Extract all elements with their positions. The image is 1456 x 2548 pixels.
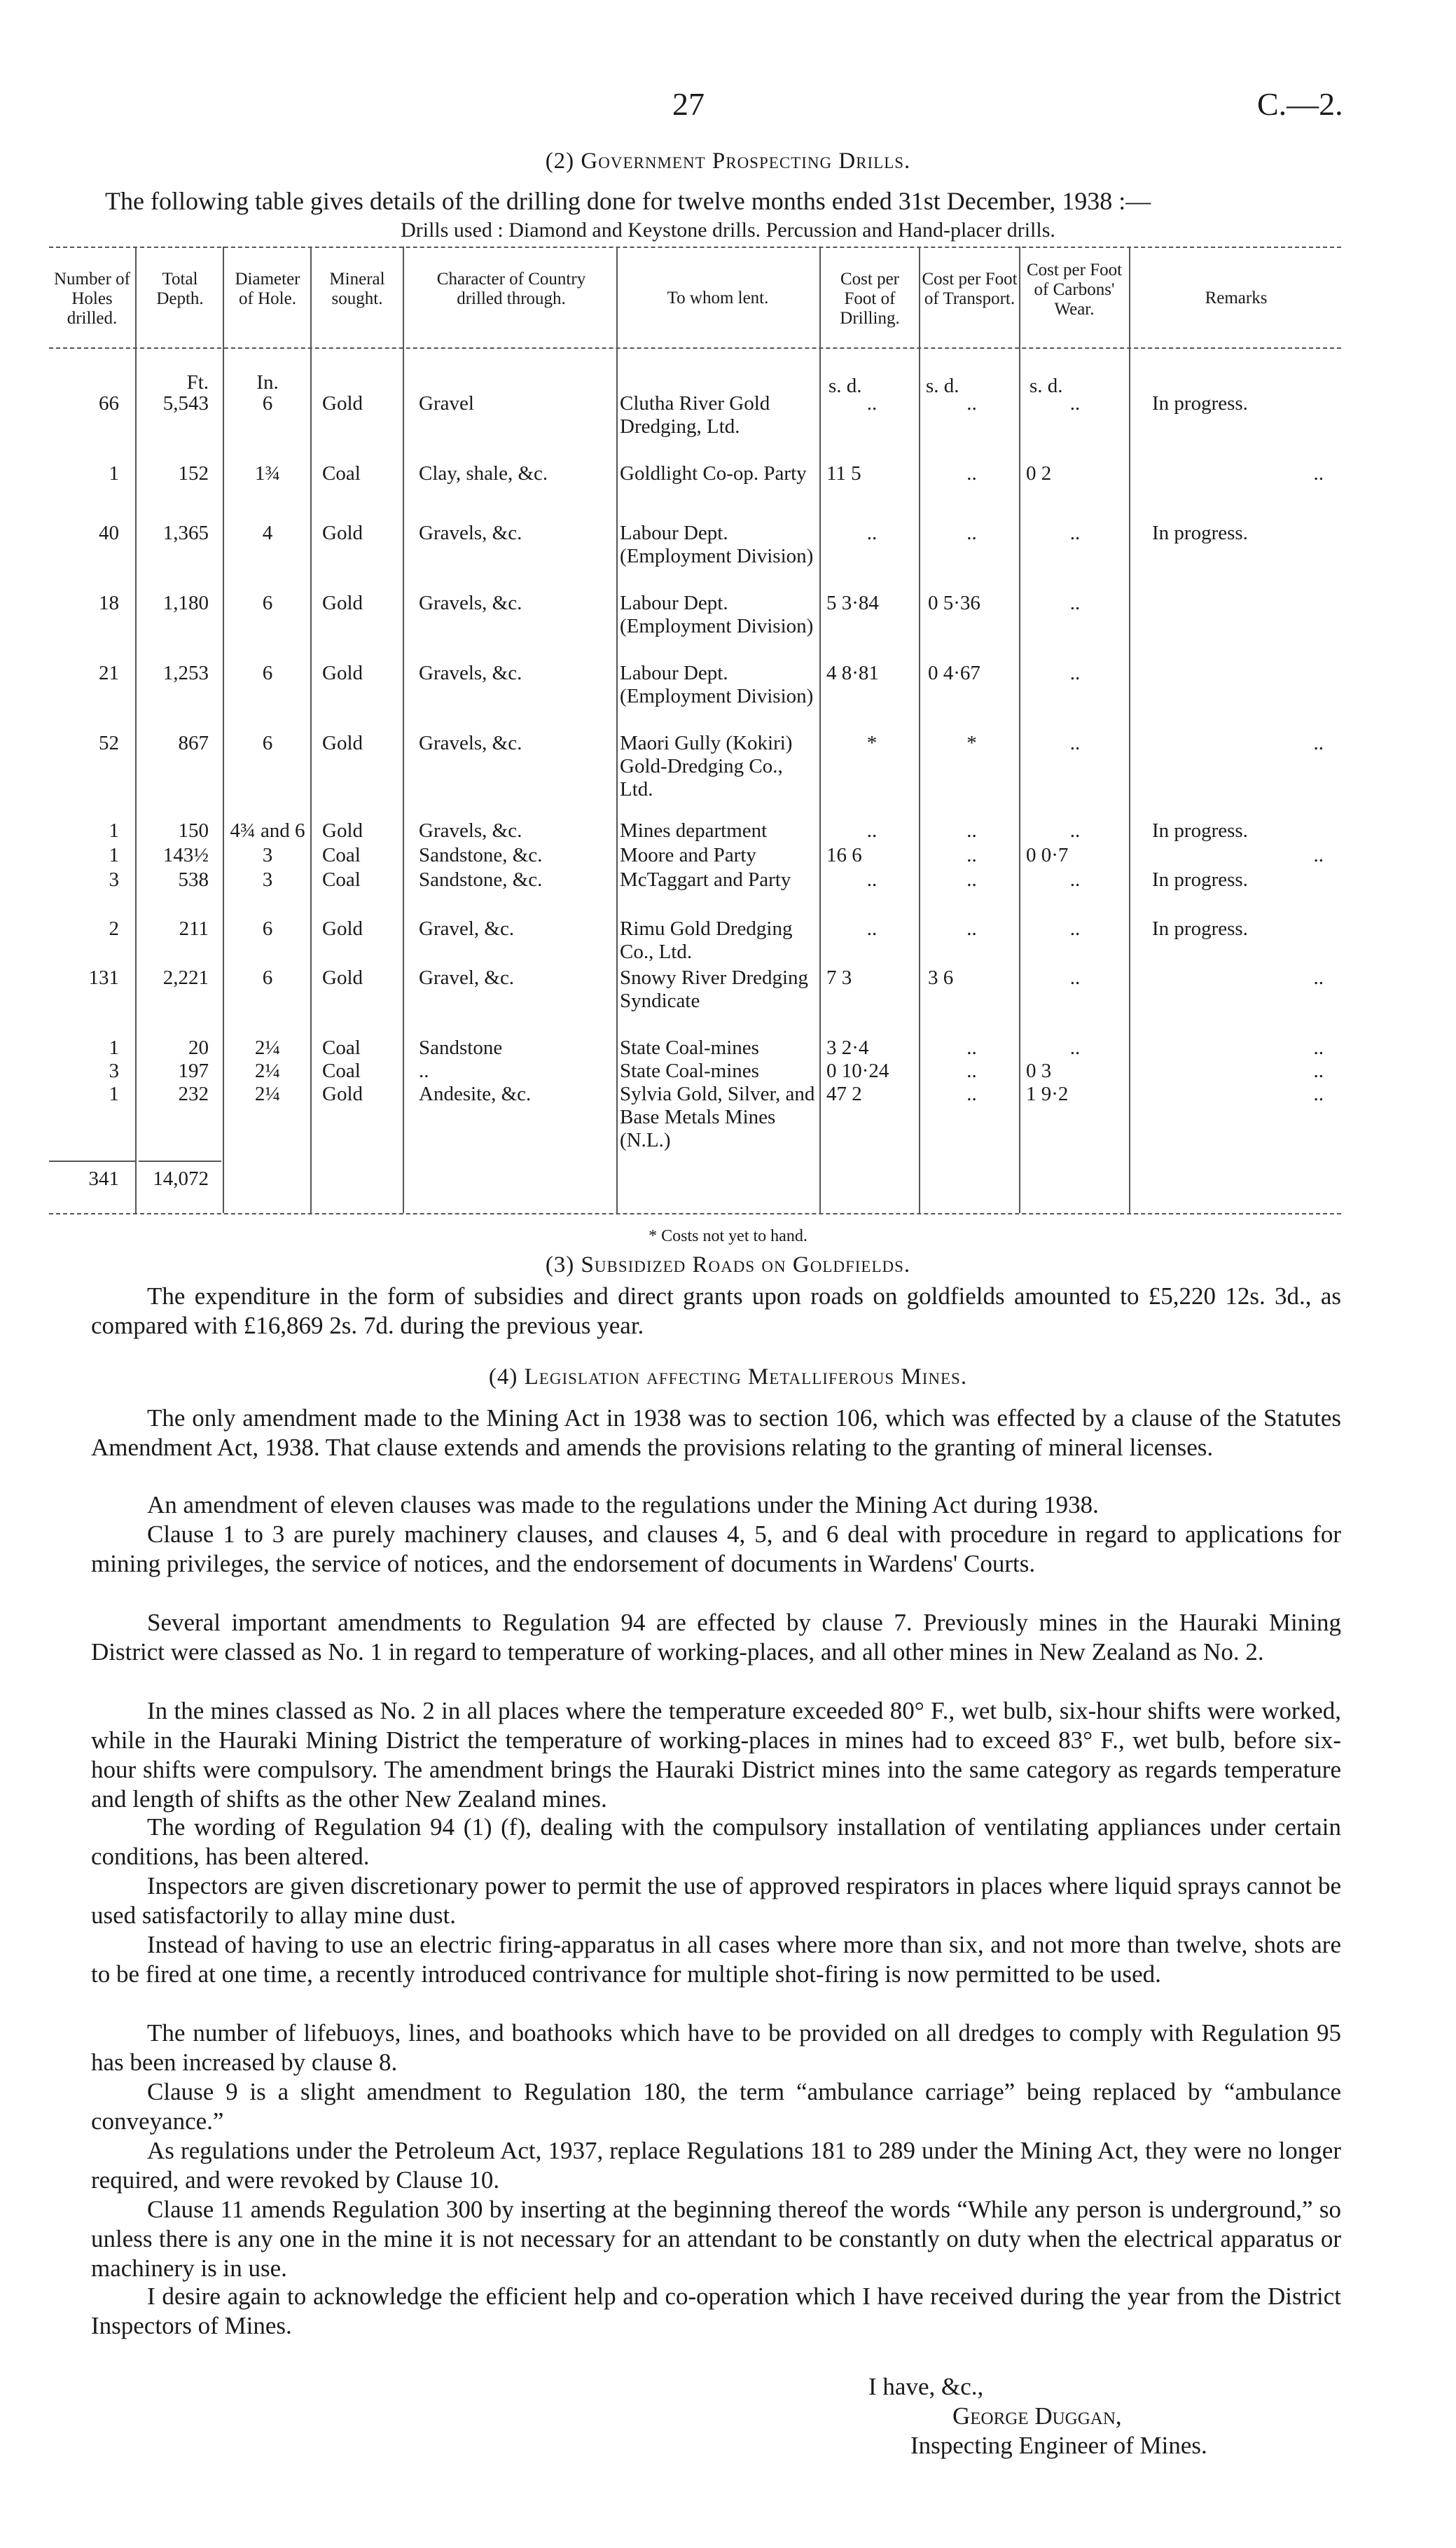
cell-remarks: In progress. [1152,819,1248,842]
cell-lent: Snowy River Dredging Syndicate [620,967,809,1012]
cell-depth: 1,180 [162,592,209,614]
cell-holes: 1 [109,844,119,866]
cell-lent: Labour Dept. (Employment Division) [620,522,814,567]
cell-diameter: 4¾ and 6 [230,819,305,842]
col-divider [919,247,920,1213]
header-cost-drilling: Cost per Foot of Drilling. [840,270,900,328]
cell-cost-transport: 0 5·36 [928,592,980,614]
header-lent: To whom lent. [667,289,769,307]
cell-mineral: Gold [322,918,363,940]
cell-depth: 152 [178,462,209,485]
cell-depth: 5,543 [162,392,209,415]
cell-lent: Labour Dept. (Employment Division) [620,592,814,637]
cell-cost-carbons: 0 3 [1026,1060,1052,1082]
unit-carbons: s. d. [1029,375,1063,397]
cell-mineral: Gold [322,967,363,989]
cell-mineral: Gold [322,732,363,754]
cell-cost-transport: .. [966,1037,977,1059]
cell-remarks: .. [1313,1037,1324,1059]
cell-lent: State Coal-mines [620,1037,759,1059]
unit-drilling: s. d. [828,375,862,397]
cell-diameter: 6 [262,732,273,754]
cell-cost-transport: .. [966,819,977,842]
section-3-paragraph [91,1282,1341,1341]
cell-country: Sandstone, &c. [419,844,543,866]
cell-diameter: 3 [262,844,273,866]
cell-remarks: In progress. [1152,868,1248,891]
cell-diameter: 3 [262,868,273,891]
cell-lent: Sylvia Gold, Silver, and Base Metals Mines (N.L.) [620,1083,815,1151]
cell-cost-carbons: .. [1069,967,1081,989]
salutation: I have, &c., [868,2373,984,2400]
cell-remarks: .. [1313,844,1324,866]
section-4-paragraph [91,1404,1341,1462]
paragraph-text: The number of lifebuoys, lines, and boathooks which have to be provided on all dredges to comply with Regulation 95 has been increased by clause 8. [91,2019,1341,2076]
cell-cost-transport: .. [966,462,977,485]
section-4-paragraph [91,1490,1341,1520]
header-cost-transport: Cost per Foot of Transport. [922,270,1018,308]
header-diameter: Diameter of Hole. [235,270,300,308]
cell-holes: 131 [88,967,119,989]
cell-depth: 150 [178,819,209,842]
cell-diameter: 2¼ [254,1037,281,1059]
signatory-name: George Duggan, [952,2402,1122,2430]
section-4-paragraph [91,2077,1341,2136]
cell-depth: 2,221 [162,967,209,989]
cell-holes: 1 [109,1083,119,1105]
cell-remarks: .. [1313,462,1324,485]
cell-cost-carbons: .. [1069,819,1081,842]
cell-cost-transport: * [966,732,977,754]
header-cost-carbons: Cost per Foot of Carbons' Wear. [1026,261,1123,319]
cell-depth: 143½ [162,844,209,866]
cell-cost-drilling: 47 2 [826,1083,862,1105]
cell-mineral: Gold [322,819,363,842]
total-depth: 14,072 [153,1168,209,1190]
drills-used: Drills used : Diamond and Keystone drills. Percussion and Hand-placer drills. [401,219,1055,242]
header-country: Character of Country drilled through. [436,270,586,308]
col-divider [819,247,821,1213]
cell-depth: 538 [178,868,209,891]
section-4-paragraph [91,2019,1341,2077]
cell-cost-carbons: .. [1069,662,1081,684]
paragraph-text: The only amendment made to the Mining Act in 1938 was to section 106, which was effected by a clause of the Statutes Amendment Act, 1938. That clause extends and amends the provisions relating to the granting of mineral licenses. [91,1404,1341,1461]
section-4-title: (4) Legislation affecting Metalliferous Mines. [488,1364,968,1390]
cell-cost-carbons: .. [1069,392,1081,415]
cell-diameter: 1¾ [254,462,281,485]
section-4-paragraph [91,1696,1341,1814]
cell-cost-transport: .. [966,392,977,415]
cell-diameter: 6 [262,662,273,684]
cell-cost-drilling: .. [866,819,878,842]
cell-cost-carbons: 1 9·2 [1026,1083,1069,1105]
cell-country: Gravels, &c. [419,819,522,842]
cell-cost-carbons: 0 0·7 [1026,844,1069,866]
cell-remarks: .. [1313,1060,1324,1082]
paragraph-text: An amendment of eleven clauses was made to the regulations under the Mining Act during 1938. [147,1491,1099,1518]
section-4-paragraph [91,1871,1341,1930]
cell-country: Gravel, &c. [419,918,515,940]
cell-depth: 211 [179,918,209,940]
cell-cost-drilling: 7 3 [826,967,852,989]
cell-diameter: 6 [262,918,273,940]
cell-diameter: 4 [262,522,273,544]
header-mineral: Mineral sought. [329,270,385,308]
cell-lent: Clutha River Gold Dredging, Ltd. [620,392,770,438]
cell-holes: 2 [109,918,119,940]
paragraph-text: Clause 11 amends Regulation 300 by inserting at the beginning thereof the words “While any person is underground,” so unless there is any one in the mine it is not necessary for an attendant to be constantly on duty when the electrical apparatus or machinery is in use. [91,2196,1341,2282]
cell-cost-drilling: 3 2·4 [826,1037,869,1059]
cell-diameter: 2¼ [254,1060,281,1082]
cell-cost-carbons: .. [1069,918,1081,940]
cell-cost-drilling: 0 10·24 [826,1060,889,1082]
col-divider [223,247,224,1213]
cell-remarks: .. [1313,1083,1324,1105]
section-4-paragraph [91,1813,1341,1871]
cell-cost-drilling: 4 8·81 [826,662,879,684]
col-divider [310,247,312,1213]
cell-cost-carbons: .. [1069,732,1081,754]
table-top-rule [49,247,1341,248]
cell-diameter: 2¼ [254,1083,281,1105]
cell-country: Gravel, &c. [419,967,515,989]
cell-country: Andesite, &c. [419,1083,532,1105]
table-footnote: * Costs not yet to hand. [649,1227,807,1245]
cell-cost-drilling: 16 6 [826,844,862,866]
cell-lent: Moore and Party [620,844,756,866]
cell-remarks: In progress. [1152,918,1248,940]
paragraph-text: Clause 1 to 3 are purely machinery clauses, and clauses 4, 5, and 6 deal with procedure in regard to applications for mining privileges, the service of notices, and the endorsement of documents in Wardens' Courts. [91,1521,1341,1577]
cell-country: Clay, shale, &c. [419,462,548,485]
cell-holes: 52 [99,732,119,754]
total-holes: 341 [88,1168,119,1190]
cell-country: Sandstone, &c. [419,868,543,891]
cell-holes: 3 [109,1060,119,1082]
cell-holes: 1 [109,1037,119,1059]
section-4-paragraph [91,1520,1341,1579]
cell-cost-transport: .. [966,522,977,544]
cell-cost-transport: .. [966,1060,977,1082]
cell-lent: Maori Gully (Kokiri) Gold-Dredging Co., Ltd. [620,732,793,801]
section-2-title: (2) Government Prospecting Drills. [545,148,911,174]
section-4-paragraph [91,2195,1341,2283]
cell-depth: 867 [178,732,209,754]
cell-cost-drilling: 11 5 [826,462,861,485]
col-divider [1019,247,1020,1213]
cell-lent: Rimu Gold Dredging Co., Ltd. [620,918,793,963]
cell-remarks: .. [1313,967,1324,989]
cell-holes: 66 [99,392,119,415]
cell-depth: 232 [178,1083,209,1105]
document-reference: C.—2. [1257,86,1343,122]
cell-country: Gravels, &c. [419,732,522,754]
cell-cost-drilling: .. [866,868,878,891]
cell-cost-transport: .. [966,844,977,866]
cell-depth: 1,365 [162,522,209,544]
cell-cost-transport: .. [966,1083,977,1105]
cell-mineral: Coal [322,844,361,866]
header-holes: Number of Holes drilled. [54,270,130,328]
cell-mineral: Gold [322,1083,363,1105]
section-4-paragraph [91,1608,1341,1667]
section-2-intro: The following table gives details of the drilling done for twelve months ended 31st December, 1938 :— [105,187,1151,215]
cell-lent: State Coal-mines [620,1060,759,1082]
cell-diameter: 6 [262,592,273,614]
cell-mineral: Coal [322,462,361,485]
cell-diameter: 6 [262,392,273,415]
cell-remarks: In progress. [1152,392,1248,415]
header-depth: Total Depth. [156,270,204,308]
cell-mineral: Gold [322,592,363,614]
cell-country: .. [419,1060,429,1082]
cell-remarks: .. [1313,732,1324,754]
cell-country: Gravels, &c. [419,662,522,684]
paragraph-text: As regulations under the Petroleum Act, 1937, replace Regulations 181 to 289 under the Mining Act, they were no longer required, and were revoked by Clause 10. [91,2137,1341,2194]
cell-cost-carbons: .. [1069,592,1081,614]
cell-holes: 40 [99,522,119,544]
section-4-paragraph [91,2136,1341,2195]
cell-cost-drilling: * [866,732,878,754]
cell-country: Gravels, &c. [419,522,522,544]
paragraph-text: Instead of having to use an electric firing-apparatus in all cases where more than six, and not more than twelve, shots are to be fired at one time, a recently introduced contrivance for multiple shot-firing is now permitted to be used. [91,1931,1341,1988]
cell-cost-transport: 0 4·67 [928,662,980,684]
cell-lent: Goldlight Co-op. Party [620,462,807,485]
paragraph-text: The wording of Regulation 94 (1) (f), dealing with the compulsory installation of ventilating appliances under certain conditions, has been altered. [91,1813,1341,1870]
section-4-paragraph [91,1930,1341,1989]
paragraph-text: Several important amendments to Regulation 94 are effected by clause 7. Previously mines in the Hauraki Mining District were classed as No. 1 in regard to temperature of working-places, and all other mines in New Zealand as No. 2. [91,1609,1341,1666]
paragraph-text: Inspectors are given discretionary power to permit the use of approved respirators in places where liquid sprays cannot be used satisfactorily to allay mine dust. [91,1872,1341,1929]
cell-country: Gravel [419,392,474,415]
cell-mineral: Gold [322,522,363,544]
cell-mineral: Coal [322,868,361,891]
cell-country: Gravels, &c. [419,592,522,614]
cell-mineral: Gold [322,662,363,684]
paragraph-text: Clause 9 is a slight amendment to Regulation 180, the term “ambulance carriage” being replaced by “ambulance conveyance.” [91,2078,1341,2135]
cell-cost-transport: .. [966,918,977,940]
unit-depth: Ft. [186,371,209,394]
section-3-title: (3) Subsidized Roads on Goldfields. [545,1252,911,1278]
cell-cost-carbons: .. [1069,1037,1081,1059]
col-divider [135,247,137,1213]
cell-holes: 1 [109,819,119,842]
cell-depth: 20 [188,1037,209,1059]
cell-cost-transport: .. [966,868,977,891]
cell-cost-drilling: .. [866,522,878,544]
cell-cost-drilling: 5 3·84 [826,592,879,614]
cell-mineral: Gold [322,392,363,415]
cell-holes: 1 [109,462,119,485]
cell-mineral: Coal [322,1037,361,1059]
table-header-rule [49,347,1341,349]
signatory-title: Inspecting Engineer of Mines. [910,2432,1207,2459]
cell-holes: 3 [109,868,119,891]
cell-cost-carbons: .. [1069,868,1081,891]
paragraph-text: In the mines classed as No. 2 in all places where the temperature exceeded 80° F., wet bulb, six-hour shifts were worked, while in the Hauraki Mining District the temperature of working-places in mines had to exceed 83° F., wet bulb, before six-hour shifts were compulsory. The amendment brings the Hauraki District mines into the same category as regards temperature and length of shifts as the other New Zealand mines. [91,1697,1341,1813]
unit-transport: s. d. [926,375,959,397]
cell-cost-carbons: .. [1069,522,1081,544]
cell-mineral: Coal [322,1060,361,1082]
header-remarks: Remarks [1205,289,1268,307]
cell-cost-drilling: .. [866,918,878,940]
cell-lent: Mines department [620,819,768,842]
col-divider [403,247,404,1213]
cell-remarks: In progress. [1152,522,1248,544]
col-divider [616,247,618,1213]
cell-diameter: 6 [262,967,273,989]
section-3-paragraph-text: The expenditure in the form of subsidies and direct grants upon roads on goldfields amounted to £5,220 12s. 3d., as compared with £16,869 2s. 7d. during the previous year. [91,1282,1341,1339]
cell-holes: 18 [99,592,119,614]
cell-cost-carbons: 0 2 [1026,462,1052,485]
paragraph-text: I desire again to acknowledge the efficient help and co-operation which I have received during the year from the District Inspectors of Mines. [91,2283,1341,2339]
cell-holes: 21 [99,662,119,684]
cell-country: Sandstone [419,1037,503,1059]
cell-cost-drilling: .. [866,392,878,415]
cell-lent: McTaggart and Party [620,868,791,891]
cell-depth: 197 [178,1060,209,1082]
col-divider [1129,247,1130,1213]
cell-lent: Labour Dept. (Employment Division) [620,662,814,707]
cell-cost-transport: 3 6 [928,967,954,989]
total-rule [49,1161,135,1162]
table-bottom-rule [49,1213,1341,1214]
total-rule [139,1161,221,1162]
unit-diameter: In. [256,371,279,394]
page-number: 27 [672,86,705,122]
section-4-paragraph [91,2282,1341,2341]
cell-depth: 1,253 [162,662,209,684]
